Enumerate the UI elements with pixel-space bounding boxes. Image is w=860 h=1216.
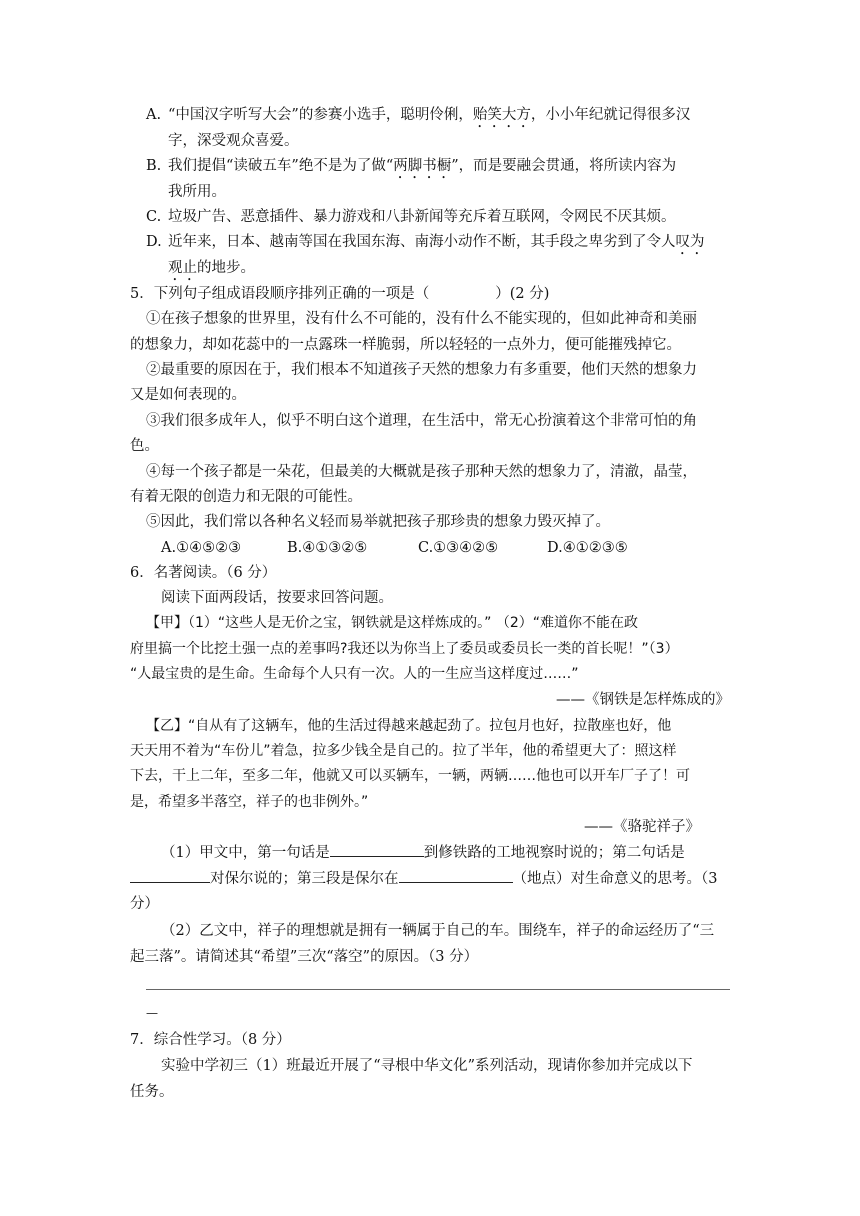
passage-yi-line: 下去，干上二年，至多二年，他就又可以买辆车，一辆，两辆……他也可以开车厂子了！可	[130, 768, 690, 784]
answer-line[interactable]	[146, 989, 730, 990]
option-text-cont: 字，深受观众喜爱。	[168, 133, 299, 149]
text-segment: 到修铁路的工地视察时说的；第二句话是	[423, 845, 685, 861]
option-text	[168, 229, 705, 258]
q5-sentence-1: ①在孩子想象的世界里，没有什么不可能的，没有什么不能实现的，但如此神奇和美丽	[146, 311, 697, 327]
q5-sentence-2-cont: 又是如何表现的。	[130, 387, 246, 403]
text-segment: ”，而是要融会贯通，将所读内容为	[451, 158, 677, 174]
text-segment: 对保尔说的；第三段是保尔在	[210, 871, 399, 887]
q5-choice-c[interactable]: C.①③④②⑤	[418, 540, 499, 556]
answer-blank[interactable]	[330, 855, 424, 857]
q5-sentence-3-cont: 色。	[130, 438, 159, 454]
answer-blank-location[interactable]	[399, 881, 513, 883]
option-text	[168, 153, 676, 182]
emphasized-idiom: 两脚书橱	[393, 158, 452, 174]
q6-sub1-line: 分）	[130, 896, 159, 912]
option-key: B.	[146, 158, 162, 174]
passage-yi-source: ——《骆驼祥子》	[584, 819, 700, 835]
q6-instruction: 阅读下面两段话，按要求回答问题。	[161, 590, 393, 606]
passage-yi-line: 天天用不着为“车份儿”着急，拉多少钱全是自己的。拉了半年，他的希望更大了：照这样	[130, 743, 677, 759]
q5-choice-a[interactable]: A.①④⑤②③	[161, 540, 242, 556]
text-segment: （地点）对生命意义的思考。（3	[512, 871, 718, 887]
q5-sentence-3: ③我们很多成年人，似乎不明白这个道理，在生活中，常无心扮演着这个非常可怕的角	[146, 413, 697, 429]
q5-sentence-5: ⑤因此，我们常以各种名义轻而易举就把孩子那珍贵的想象力毁灭掉了。	[146, 514, 610, 530]
text-segment: “中国汉字听写大会”的参赛小选手，聪明伶俐，	[168, 107, 473, 123]
q5-sentence-4-cont: 有着无限的创造力和无限的可能性。	[130, 489, 362, 505]
option-key: C.	[146, 209, 162, 225]
text-segment: ，小小年纪就记得很多汉	[530, 107, 691, 123]
option-text-cont	[168, 255, 255, 284]
text-segment: 的地步。	[197, 260, 255, 276]
passage-yi-line: 【乙】“自从有了这辆车，他的生活过得越来越起劲了。拉包月也好，拉散座也好，他	[146, 718, 672, 734]
q5-sentence-4: ④每一个孩子都是一朵花，但最美的大概就是孩子那种天然的想象力了，清澈，晶莹，	[146, 464, 697, 480]
q5-sentence-1-cont: 的想象力，却如花蕊中的一点露珠一样脆弱，所以轻轻的一点外力，便可能摧残掉它。	[130, 337, 681, 353]
option-text: 垃圾广告、恶意插件、暴力游戏和八卦新闻等充斥着互联网，令网民不厌其烦。	[168, 209, 676, 225]
q5-title	[130, 281, 549, 307]
q6-title: 6．名著阅读。（6 分）	[130, 565, 277, 581]
emphasized-idiom: 叹为	[675, 234, 705, 250]
q6-sub1-line	[130, 866, 717, 892]
option-text	[168, 102, 690, 131]
text-segment: 近年来，日本、越南等国在我国东海、南海小动作不断，其手段之卑劣到了令人	[168, 234, 676, 250]
option-key: A.	[146, 107, 162, 123]
text-segment: （1）甲文中，第一句话是	[161, 845, 330, 861]
option-text-cont: 我所用。	[168, 184, 226, 200]
q7-intro-cont: 任务。	[130, 1084, 174, 1100]
passage-yi-line: 是，希望多半落空，祥子的也非例外。”	[130, 794, 369, 810]
option-key: D.	[146, 234, 162, 250]
q6-sub2-line: 起三落”。请简述其“希望”三次“落空”的原因。（3 分）	[130, 949, 479, 965]
q5-choice-b[interactable]: B.④①③②⑤	[287, 540, 368, 556]
emphasized-idiom: 观止	[168, 260, 197, 276]
emphasized-idiom: 贻笑大方	[472, 107, 531, 123]
text-segment: ）(2 分)	[495, 286, 550, 302]
q7-intro: 实验中学初三（1）班最近开展了“寻根中华文化”系列活动，现请你参加并完成以下	[161, 1058, 693, 1074]
q6-sub2-line: （2）乙文中，祥子的理想就是拥有一辆属于自己的车。围绕车，祥子的命运经历了“三	[161, 923, 715, 939]
answer-line-tail: —	[146, 1006, 158, 1020]
passage-jia-line: “人最宝贵的是生命。生命每个人只有一次。人的一生应当这样度过……”	[130, 666, 579, 682]
q5-choice-d[interactable]: D.④①②③⑤	[547, 540, 628, 556]
q6-sub1-line	[161, 840, 685, 866]
passage-jia-line: 府里搞一个比挖土强一点的差事吗?我还以为你当上了委员或委员长一类的首长呢！”（3）	[130, 641, 679, 657]
answer-blank[interactable]	[130, 881, 210, 883]
q5-sentence-2: ②最重要的原因在于，我们根本不知道孩子天然的想象力有多重要，他们天然的想象力	[146, 362, 697, 378]
text-segment: 5．下列句子组成语段顺序排列正确的一项是（	[130, 286, 430, 302]
passage-jia-line: 【甲】（1）“这些人是无价之宝，钢铁就是这样炼成的。” （2）“难道你不能在政	[146, 615, 639, 631]
text-segment: 我们提倡“读破五车”绝不是为了做“	[168, 158, 394, 174]
q7-title: 7．综合性学习。（8 分）	[130, 1032, 291, 1048]
passage-jia-source: ——《钢铁是怎样炼成的》	[556, 692, 730, 708]
